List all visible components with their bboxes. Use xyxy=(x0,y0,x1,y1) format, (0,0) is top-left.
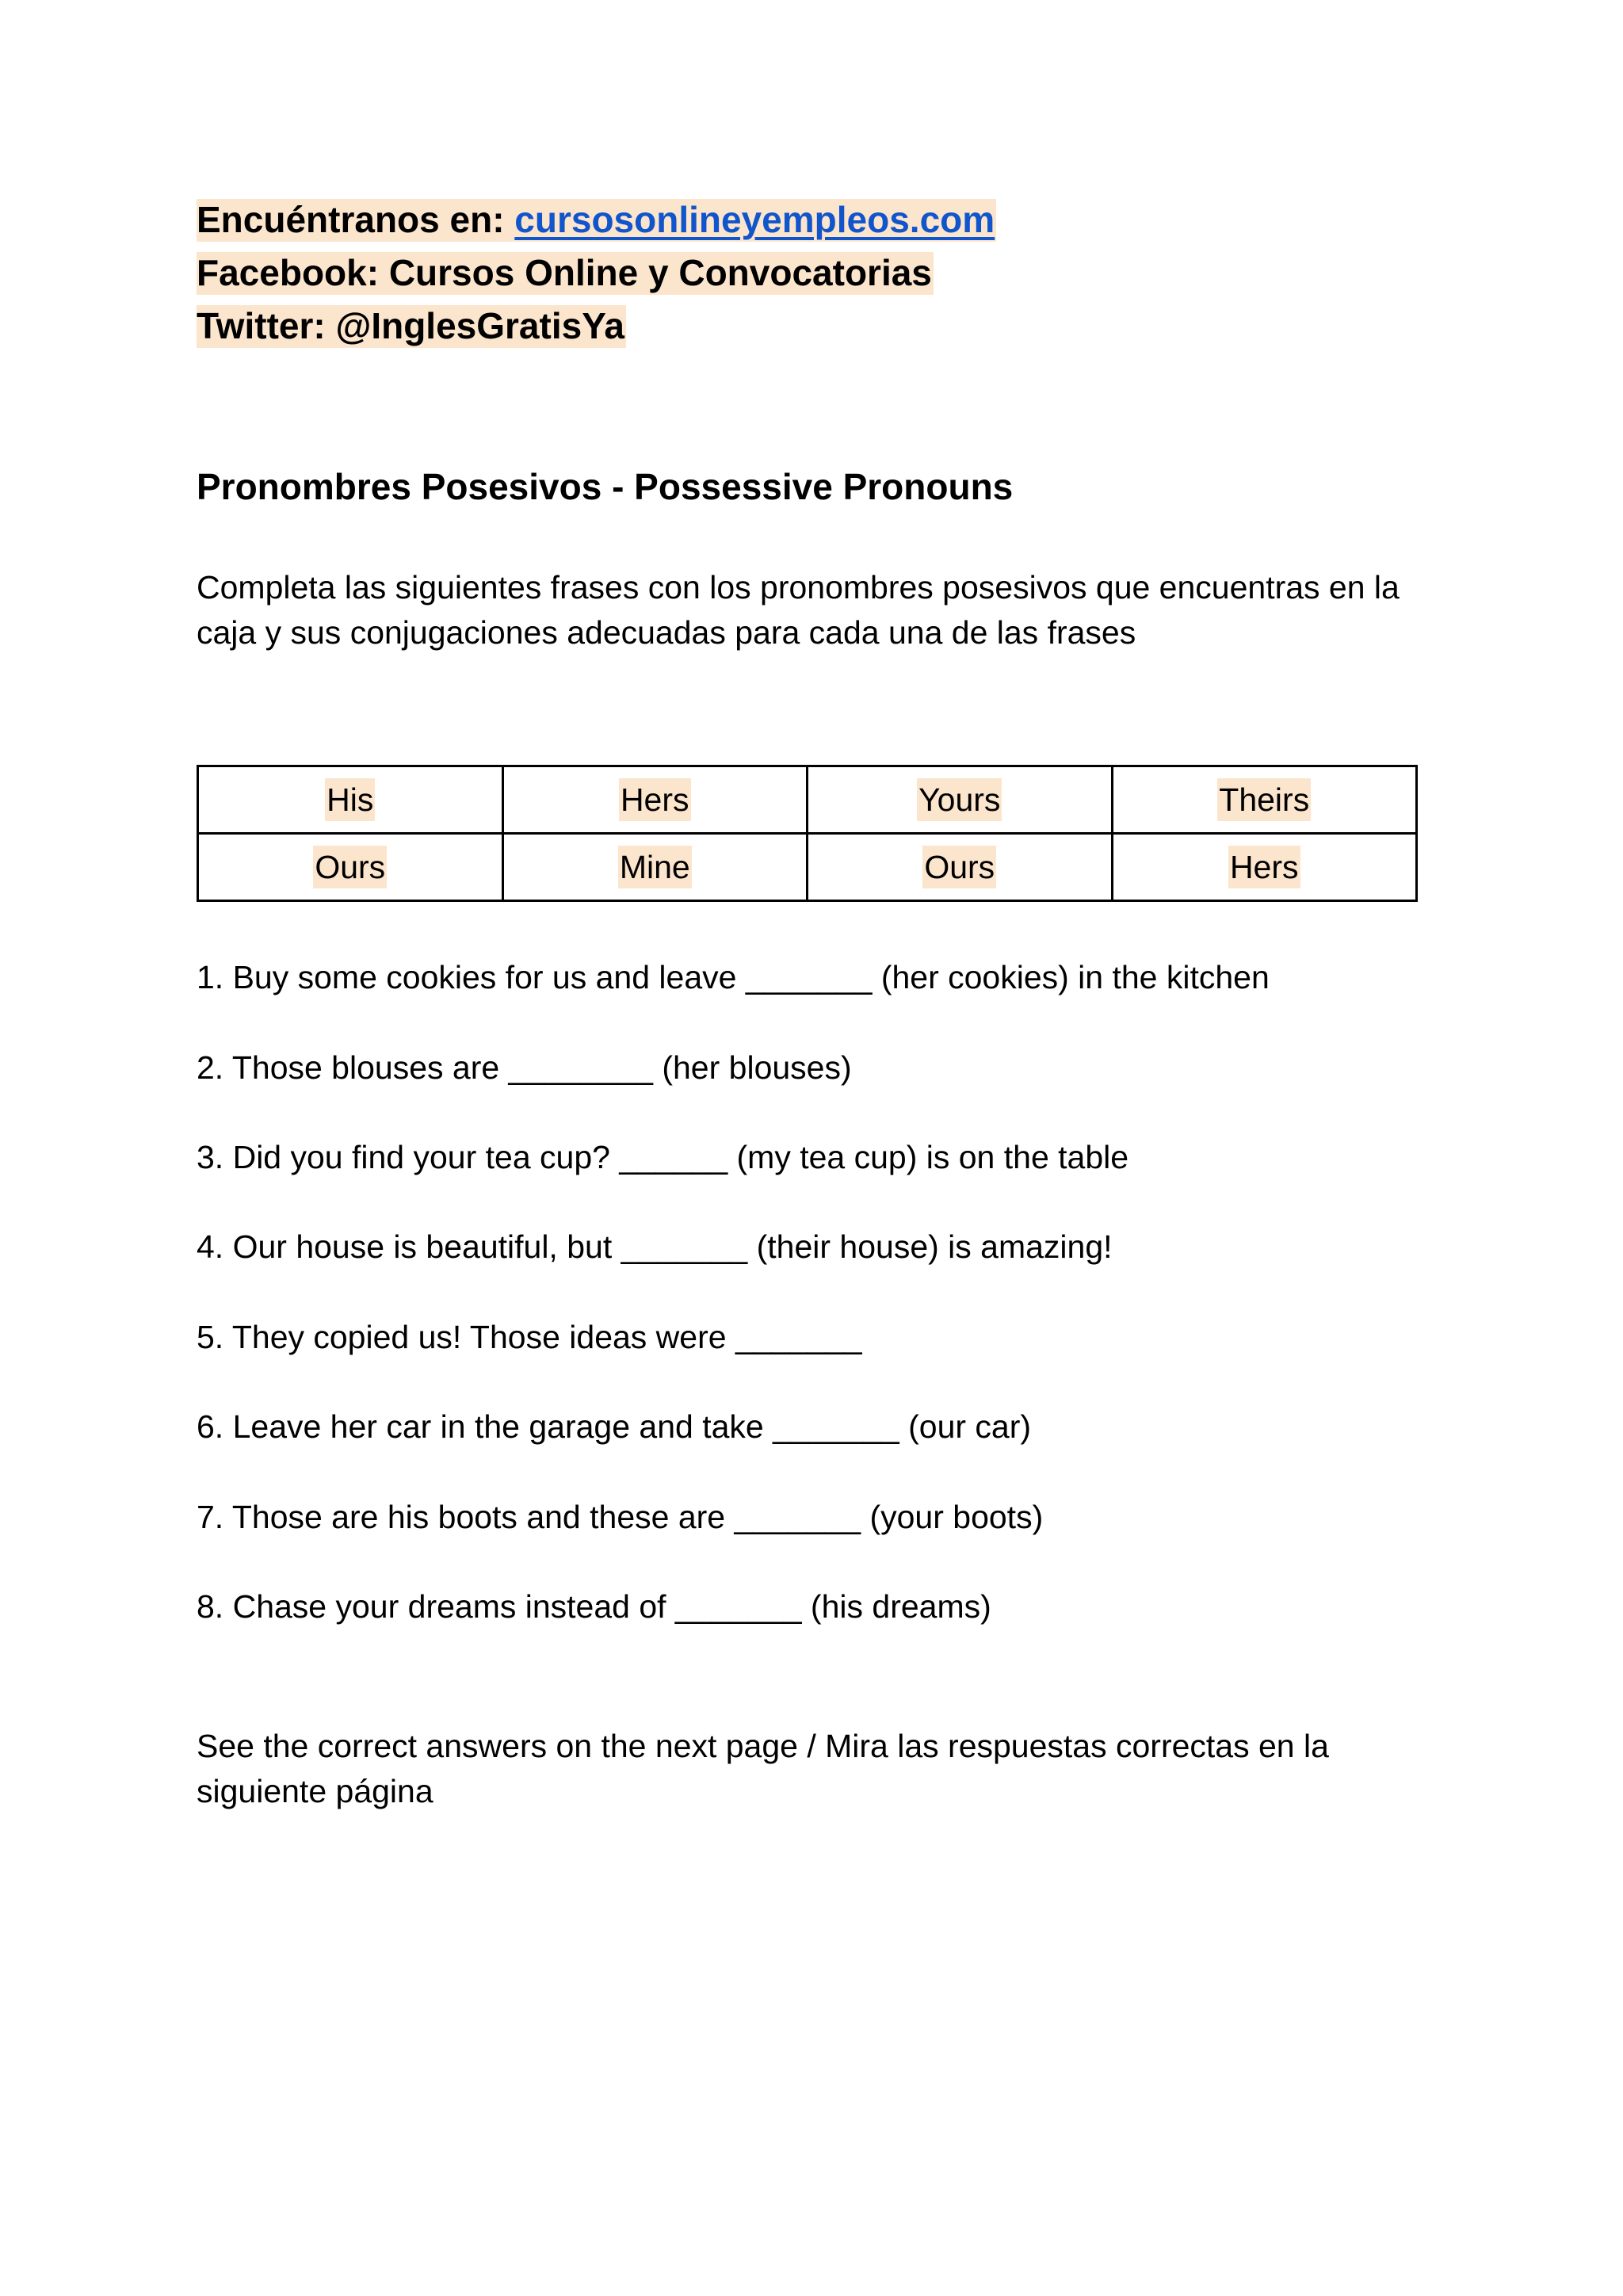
pronoun-word-box xyxy=(197,765,1418,902)
pronoun-word: Hers xyxy=(1228,846,1300,888)
pronoun-word: Yours xyxy=(917,778,1002,821)
find-us-highlight xyxy=(197,199,996,242)
pronoun-word: Mine xyxy=(618,846,692,888)
word-box-cell xyxy=(808,834,1113,901)
pronoun-word: Ours xyxy=(313,846,387,888)
contact-header xyxy=(197,193,996,353)
answers-note: See the correct answers on the next page / Mira las respuestas correctas en la siguiente página xyxy=(197,1728,1329,1809)
word-box-cell xyxy=(198,766,503,834)
pronoun-word: Theirs xyxy=(1217,778,1311,821)
exercise-item: 8. Chase your dreams instead of _______ (his dreams) xyxy=(197,1588,991,1625)
exercise-item: 1. Buy some cookies for us and leave _______ (her cookies) in the kitchen xyxy=(197,959,1270,995)
word-box-cell xyxy=(808,766,1113,834)
word-box-row xyxy=(198,834,1417,901)
word-box-cell xyxy=(502,834,808,901)
exercise-item: 5. They copied us! Those ideas were _______ xyxy=(197,1319,862,1355)
exercise-item: 4. Our house is beautiful, but _______ (their house) is amazing! xyxy=(197,1228,1113,1265)
exercise-item: 2. Those blouses are ________ (her blouses) xyxy=(197,1049,852,1086)
facebook-text: Facebook: Cursos Online y Convocatorias xyxy=(197,252,932,293)
instructions-paragraph: Completa las siguientes frases con los pronombres posesivos que encuentras en la caja y sus conjugaciones adecuadas para cada una de las frases xyxy=(197,569,1400,651)
pronoun-word: Ours xyxy=(922,846,996,888)
word-box-cell xyxy=(1112,766,1417,834)
find-us-label: Encuéntranos en: xyxy=(197,199,515,240)
pronoun-word: His xyxy=(325,778,375,821)
word-box-cell xyxy=(198,834,503,901)
twitter-text: Twitter: @InglesGratisYa xyxy=(197,305,624,346)
twitter-line xyxy=(197,300,996,353)
page-title: Pronombres Posesivos - Possessive Pronouns xyxy=(197,466,1014,507)
find-us-line xyxy=(197,193,996,246)
exercise-item: 7. Those are his boots and these are _______ (your boots) xyxy=(197,1499,1044,1535)
pronoun-word: Hers xyxy=(619,778,691,821)
website-link[interactable]: cursosonlineyempleos.com xyxy=(514,199,995,240)
exercise-item: 3. Did you find your tea cup? ______ (my tea cup) is on the table xyxy=(197,1139,1129,1175)
exercise-item: 6. Leave her car in the garage and take _______ (our car) xyxy=(197,1408,1032,1445)
facebook-line xyxy=(197,246,996,300)
word-box-cell xyxy=(502,766,808,834)
word-box-cell xyxy=(1112,834,1417,901)
word-box-row xyxy=(198,766,1417,834)
